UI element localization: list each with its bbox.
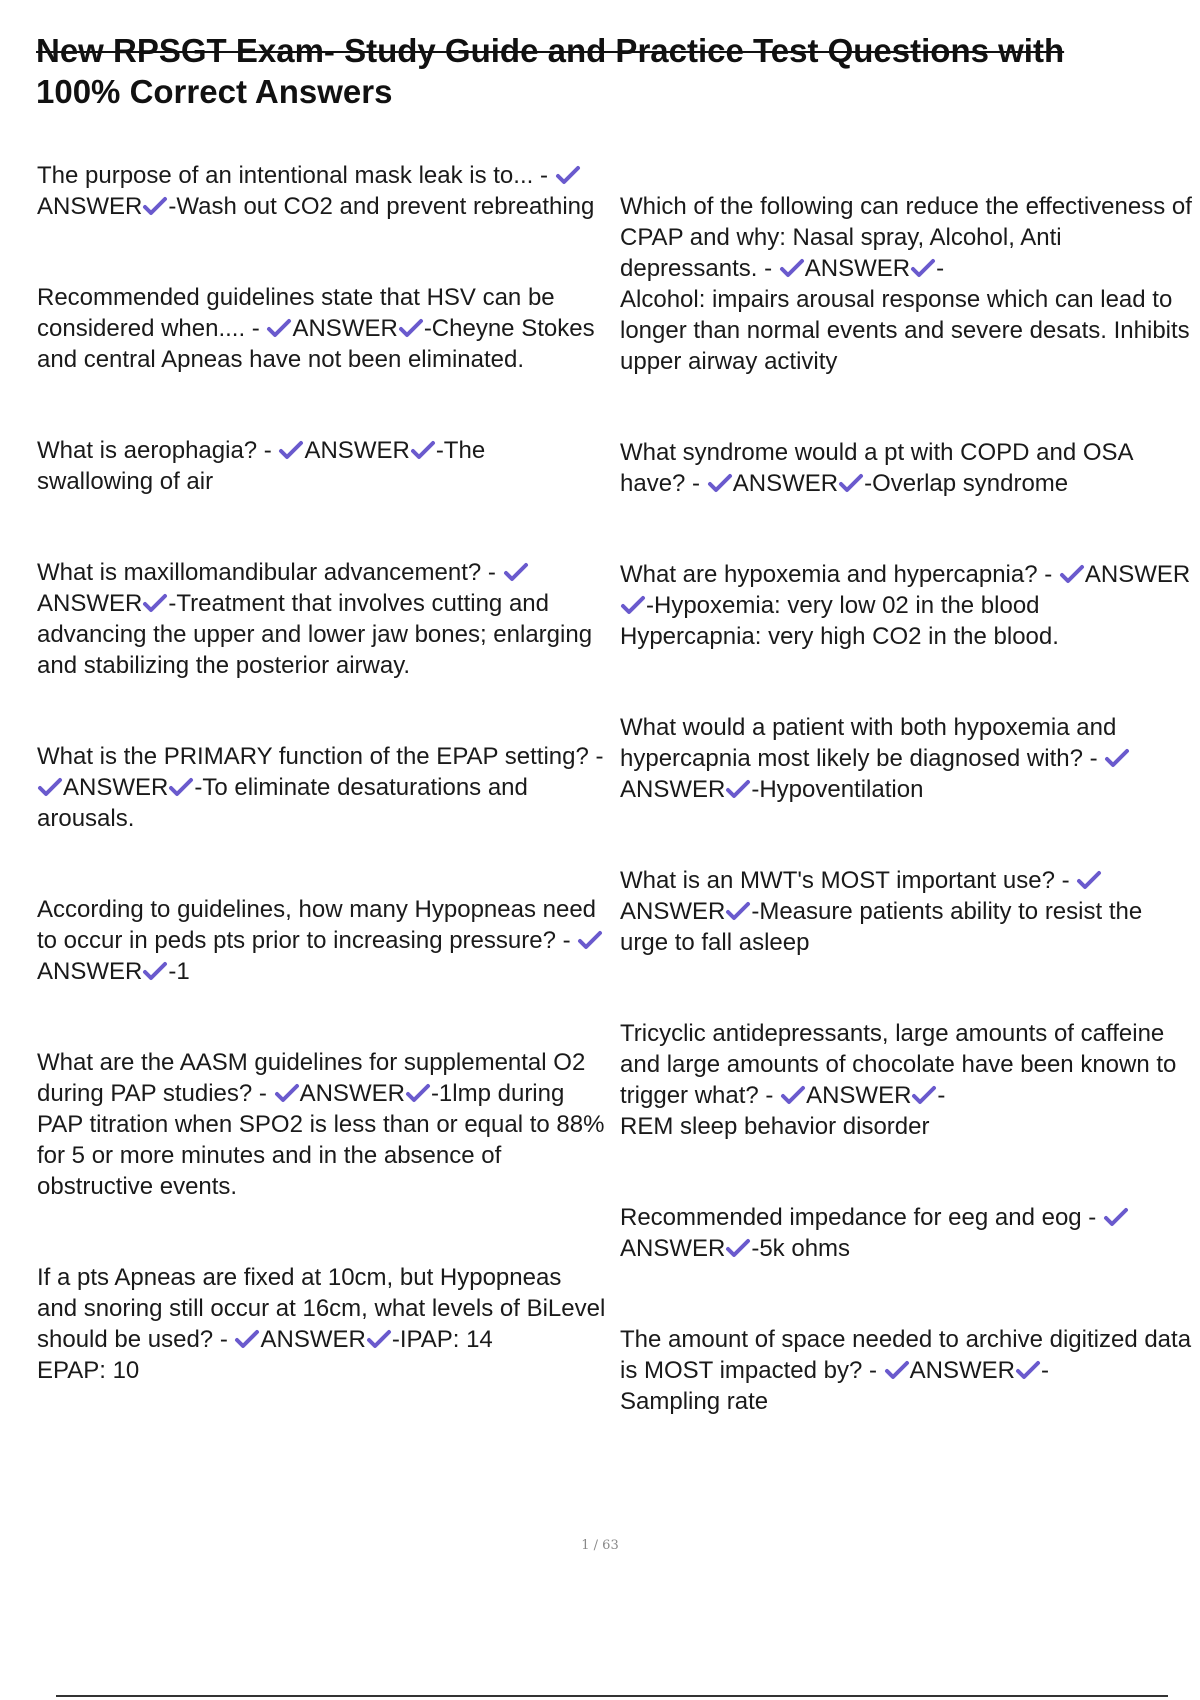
answer-label: ANSWER bbox=[909, 1357, 1015, 1384]
question-text: The amount of space needed to archive digitized data is MOST impacted by? - bbox=[620, 1326, 1192, 1384]
qa-item bbox=[620, 559, 1195, 652]
question-text: Tricyclic antidepressants, large amounts of caffeine and large amounts of chocolate have been known to trigger what? - bbox=[620, 1020, 1177, 1109]
question-text: What would a patient with both hypoxemia and hypercapnia most likely be diagnosed with? - bbox=[620, 714, 1117, 772]
checkmark-icon bbox=[1015, 1360, 1041, 1380]
checkmark-icon bbox=[142, 593, 168, 613]
qa-item bbox=[620, 865, 1195, 958]
answer-text: -The swallowing of air bbox=[37, 437, 486, 495]
checkmark-icon bbox=[278, 440, 304, 460]
answer-label: ANSWER bbox=[732, 470, 839, 497]
checkmark-icon bbox=[274, 1083, 300, 1103]
answer-label: ANSWER bbox=[63, 774, 169, 801]
question-text: What are hypoxemia and hypercapnia? - bbox=[620, 561, 1053, 588]
left-column bbox=[37, 160, 607, 1446]
answer-label: ANSWER bbox=[37, 193, 143, 220]
answer-label: ANSWER bbox=[804, 255, 911, 282]
checkmark-icon bbox=[620, 595, 646, 615]
question-text: Recommended guidelines state that HSV can be considered when.... - bbox=[37, 284, 555, 342]
checkmark-icon bbox=[780, 1085, 806, 1105]
answer-label: ANSWER bbox=[299, 1080, 405, 1107]
answer-text: -Overlap syndrome bbox=[864, 470, 1069, 497]
checkmark-icon bbox=[168, 777, 194, 797]
checkmark-icon bbox=[1076, 870, 1102, 890]
answer-label: ANSWER bbox=[37, 590, 143, 617]
question-text: The purpose of an intentional mask leak is to... - bbox=[37, 162, 548, 189]
checkmark-icon bbox=[1104, 748, 1130, 768]
question-text: What are the AASM guidelines for supplemental O2 during PAP studies? - bbox=[37, 1049, 586, 1107]
answer-text: - REM sleep behavior disorder bbox=[620, 1082, 946, 1140]
checkmark-icon bbox=[1059, 564, 1085, 584]
question-text: What is the PRIMARY function of the EPAP setting? - bbox=[37, 743, 604, 770]
answer-text: -Measure patients ability to resist the urge to fall asleep bbox=[620, 898, 1143, 956]
document-title bbox=[36, 30, 1176, 112]
checkmark-icon bbox=[37, 777, 63, 797]
answer-text: -1 bbox=[168, 958, 190, 985]
checkmark-icon bbox=[779, 258, 805, 278]
answer-label: ANSWER bbox=[304, 437, 410, 464]
checkmark-icon bbox=[1103, 1207, 1129, 1227]
answer-text: -1lmp during PAP titration when SPO2 is less than or equal to 88% for 5 or more minutes and in the absence of obstructive events. bbox=[37, 1080, 605, 1200]
qa-item bbox=[620, 437, 1195, 499]
question-text: What is aerophagia? - bbox=[37, 437, 272, 464]
question-text: What is maxillomandibular advancement? - bbox=[37, 559, 496, 586]
checkmark-icon bbox=[884, 1360, 910, 1380]
answer-text: -Treatment that involves cutting and advancing the upper and lower jaw bones; enlarging and stabilizing the posterior airway. bbox=[37, 590, 593, 679]
answer-text: - Alcohol: impairs arousal response which can lead to longer than normal events and severe desats. Inhibits upper airway activity bbox=[620, 255, 1190, 375]
checkmark-icon bbox=[725, 1238, 751, 1258]
qa-item bbox=[37, 1047, 607, 1202]
checkmark-icon bbox=[405, 1083, 431, 1103]
qa-item bbox=[620, 1018, 1195, 1142]
answer-text: -5k ohms bbox=[751, 1235, 851, 1262]
checkmark-icon bbox=[577, 930, 603, 950]
answer-text: -Wash out CO2 and prevent rebreathing bbox=[168, 193, 595, 220]
checkmark-icon bbox=[142, 196, 168, 216]
qa-item bbox=[620, 191, 1195, 377]
qa-item bbox=[37, 282, 607, 375]
qa-item bbox=[37, 557, 607, 681]
answer-label: ANSWER bbox=[260, 1326, 366, 1353]
answer-label: ANSWER bbox=[620, 898, 726, 925]
page-bottom-divider bbox=[56, 1695, 1168, 1697]
question-text: What is an MWT's MOST important use? - bbox=[620, 867, 1070, 894]
checkmark-icon bbox=[725, 901, 751, 921]
checkmark-icon bbox=[266, 318, 292, 338]
checkmark-icon bbox=[398, 318, 424, 338]
answer-label: ANSWER bbox=[620, 776, 726, 803]
answer-label: ANSWER bbox=[806, 1082, 912, 1109]
qa-item bbox=[37, 160, 607, 222]
checkmark-icon bbox=[838, 473, 864, 493]
question-text: According to guidelines, how many Hypopneas need to occur in peds pts prior to increasing pressure? - bbox=[37, 896, 597, 954]
answer-text: -To eliminate desaturations and arousals. bbox=[37, 774, 528, 832]
checkmark-icon bbox=[503, 562, 529, 582]
qa-item bbox=[37, 894, 607, 987]
question-text: Which of the following can reduce the effectiveness of CPAP and why: Nasal spray, Alcohol, Anti depressants. - bbox=[620, 193, 1192, 282]
qa-item bbox=[37, 435, 607, 497]
checkmark-icon bbox=[707, 473, 733, 493]
answer-text: -Hypoxemia: very low 02 in the blood Hypercapnia: very high CO2 in the blood. bbox=[620, 592, 1059, 650]
answer-text: -Hypoventilation bbox=[751, 776, 924, 803]
checkmark-icon bbox=[142, 961, 168, 981]
answer-label: ANSWER bbox=[37, 958, 143, 985]
qa-item bbox=[37, 741, 607, 834]
checkmark-icon bbox=[366, 1329, 392, 1349]
right-column bbox=[620, 191, 1195, 1477]
qa-item bbox=[620, 1202, 1195, 1264]
answer-label: ANSWER bbox=[620, 1235, 726, 1262]
qa-item bbox=[620, 1324, 1195, 1417]
qa-item bbox=[620, 712, 1195, 805]
checkmark-icon bbox=[910, 258, 936, 278]
checkmark-icon bbox=[234, 1329, 260, 1349]
question-text: If a pts Apneas are fixed at 10cm, but Hypopneas and snoring still occur at 16cm, what levels of BiLevel should be used? - bbox=[37, 1264, 606, 1353]
answer-text: -Cheyne Stokes and central Apneas have not been eliminated. bbox=[37, 315, 595, 373]
answer-text: - Sampling rate bbox=[620, 1357, 1049, 1415]
checkmark-icon bbox=[555, 165, 581, 185]
checkmark-icon bbox=[410, 440, 436, 460]
page-indicator: 1 / 63 bbox=[581, 1538, 619, 1553]
answer-label: ANSWER bbox=[292, 315, 398, 342]
answer-label: ANSWER bbox=[1084, 561, 1191, 588]
qa-item bbox=[37, 1262, 607, 1386]
answer-text: -IPAP: 14 EPAP: 10 bbox=[37, 1326, 493, 1384]
question-text: Recommended impedance for eeg and eog - bbox=[620, 1204, 1097, 1231]
checkmark-icon bbox=[911, 1085, 937, 1105]
document-title-line-2: 100% Correct Answers bbox=[36, 73, 393, 110]
checkmark-icon bbox=[725, 779, 751, 799]
question-text: What syndrome would a pt with COPD and OSA have? - bbox=[620, 439, 1133, 497]
document-title-line-1: New RPSGT Exam- Study Guide and Practice Test Questions with bbox=[36, 32, 1065, 69]
